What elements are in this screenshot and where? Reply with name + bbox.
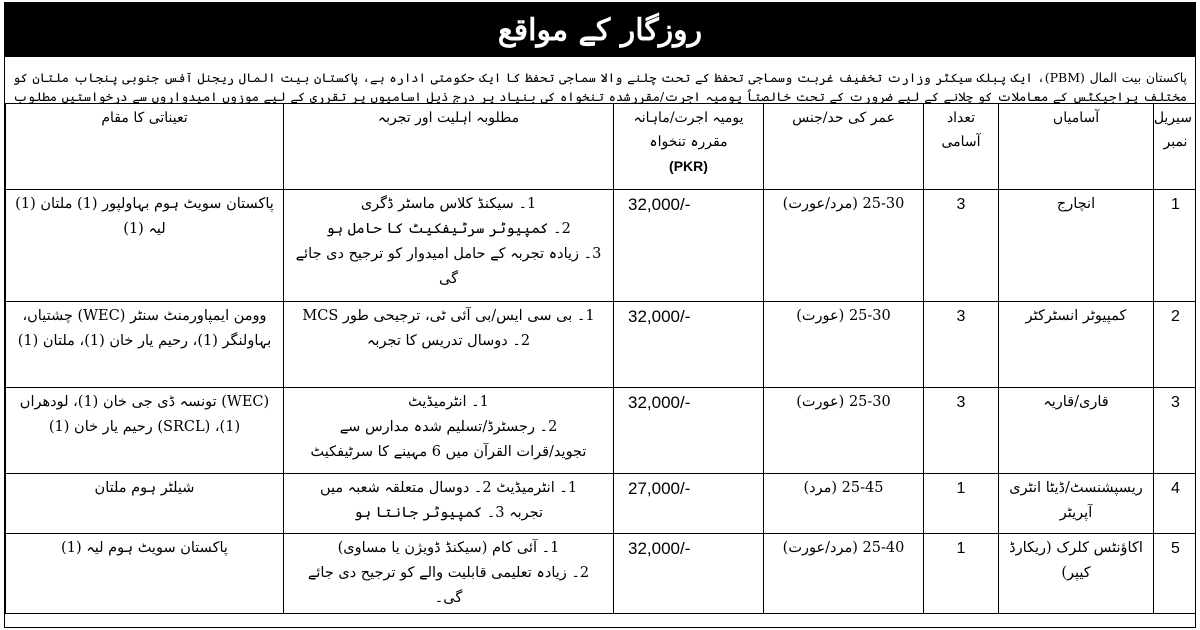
cell-qualification bbox=[284, 190, 614, 302]
cell-pay: 32,000/- bbox=[614, 534, 764, 614]
qualification-line: 1۔ سیکنڈ کلاس ماسٹر ڈگری bbox=[360, 196, 537, 212]
cell-pay: 32,000/- bbox=[614, 302, 764, 388]
cell-qualification bbox=[284, 534, 614, 614]
qualification-line: 1۔ بی سی ایس/بی آئی ٹی، ترجیحی طور MCS bbox=[302, 308, 595, 324]
cell-age: 25-30 (عورت) bbox=[764, 302, 924, 388]
cell-location: وومن ایمپاورمنٹ سنٹر (WEC) چشتیاں، بہاولنگر (1)، رحیم یار خان (1)، ملتان (1) bbox=[6, 302, 284, 388]
qualification-line: 2۔ کمپیوٹر سرٹیفکیٹ کا حامل ہو bbox=[326, 221, 571, 237]
header-age: عمر کی حد/جنس bbox=[764, 104, 924, 190]
cell-qualification bbox=[284, 302, 614, 388]
cell-serial: 5 bbox=[1154, 534, 1197, 614]
header-pay bbox=[614, 104, 764, 190]
cell-age: 25-30 (عورت) bbox=[764, 388, 924, 474]
qualification-line: 1۔ آئی کام (سیکنڈ ڈویژن یا مساوی) bbox=[337, 540, 560, 556]
qualification-line: 2۔ دوسال تدریس کا تجربہ bbox=[366, 333, 531, 349]
cell-post: کمپیوٹر انسٹرکٹر bbox=[999, 302, 1154, 388]
qualification-line: 2۔ زیادہ تعلیمی قابلیت والے کو ترجیح دی جائے bbox=[307, 565, 590, 581]
header-pay-line2: مقررہ تنخواہ bbox=[649, 134, 728, 150]
cell-location: پاکستان سویٹ ہوم بہاولپور (1) ملتان (1) لیہ (1) bbox=[6, 190, 284, 302]
cell-serial: 3 bbox=[1154, 388, 1197, 474]
qualification-line: 1۔ انٹرمیڈیٹ 2۔ دوسال متعلقہ شعبہ میں bbox=[319, 480, 578, 496]
cell-post: انچارج bbox=[999, 190, 1154, 302]
cell-age: 25-45 (مرد) bbox=[764, 474, 924, 534]
cell-pay: 27,000/- bbox=[614, 474, 764, 534]
header-count: تعداد آسامی bbox=[924, 104, 999, 190]
qualification-line: 2۔ رجسٹرڈ/تسلیم شدہ مدارس سے bbox=[339, 419, 558, 435]
banner-title: روزگار کے مواقع bbox=[5, 3, 1195, 57]
cell-count: 3 bbox=[924, 388, 999, 474]
jobs-table bbox=[5, 103, 1196, 614]
header-pay-line1: یومیہ اجرت/ماہانہ bbox=[633, 110, 744, 126]
qualification-line: تجوید/قرات القرآن میں 6 مہینے کا سرٹیفکیٹ bbox=[310, 444, 587, 460]
intro-paragraph: پاکستان بیت المال (PBM)، ایک پبلک سیکٹر وزارت تخفیف غربت وسماجی تحفظ کے تحت چلنے والا سماجی تحفظ کا ایک حکومتی ادارہ ہے، پاکستان بیت المال ریجنل آفس جنوبی پنجاب ملتان کو مختلف پراجیکٹس کے معاملات کو چلانے کے لیے ضرورت کے تحت خالصتاً یومیہ اجرت/مقررشدہ تنخواہ کی بنیاد پر درج ذیل اسامیوں پر تقرری کے لیے موزوں امیدواروں سے درخواستیں مطلوب bbox=[13, 70, 1188, 103]
cell-location: (WEC) تونسہ ڈی جی خان (1)، لودھراں (1)، (SRCL) رحیم یار خان (1) bbox=[6, 388, 284, 474]
cell-post: اکاؤنٹس کلرک (ریکارڈ کیپر) bbox=[999, 534, 1154, 614]
cell-age: 25-40 (مرد/عورت) bbox=[764, 534, 924, 614]
table-row bbox=[6, 534, 1197, 614]
qualification-line: گی۔ bbox=[434, 590, 463, 606]
cell-qualification bbox=[284, 474, 614, 534]
cell-location: پاکستان سویٹ ہوم لیہ (1) bbox=[6, 534, 284, 614]
cell-serial: 2 bbox=[1154, 302, 1197, 388]
header-location: تعیناتی کا مقام bbox=[6, 104, 284, 190]
cell-count: 3 bbox=[924, 302, 999, 388]
header-qualification: مطلوبہ اہلیت اور تجربہ bbox=[284, 104, 614, 190]
cell-serial: 4 bbox=[1154, 474, 1197, 534]
cell-post: قاری/قاریہ bbox=[999, 388, 1154, 474]
qualification-line: تجربہ 3۔ کمپیوٹر جانتا ہو bbox=[353, 505, 544, 521]
header-post: آسامیاں bbox=[999, 104, 1154, 190]
cell-count: 1 bbox=[924, 534, 999, 614]
cell-age: 25-30 (مرد/عورت) bbox=[764, 190, 924, 302]
cell-qualification bbox=[284, 388, 614, 474]
header-serial: سیریل نمبر bbox=[1154, 104, 1197, 190]
header-pay-unit: (PKR) bbox=[669, 158, 708, 174]
table-row bbox=[6, 388, 1197, 474]
cell-count: 1 bbox=[924, 474, 999, 534]
cell-pay: 32,000/- bbox=[614, 190, 764, 302]
cell-serial: 1 bbox=[1154, 190, 1197, 302]
advertisement bbox=[4, 2, 1196, 628]
qualification-line: 1۔ انٹرمیڈیٹ bbox=[408, 394, 489, 410]
cell-count: 3 bbox=[924, 190, 999, 302]
table-row bbox=[6, 302, 1197, 388]
table-row bbox=[6, 474, 1197, 534]
cell-pay: 32,000/- bbox=[614, 388, 764, 474]
table-header-row bbox=[6, 104, 1197, 190]
cell-post: ریسپشنسٹ/ڈیٹا انٹری آپریٹر bbox=[999, 474, 1154, 534]
cell-location: شیلٹر ہوم ملتان bbox=[6, 474, 284, 534]
table-row bbox=[6, 190, 1197, 302]
qualification-line: 3۔ زیادہ تجربہ کے حامل امیدوار کو ترجیح دی جائے گی bbox=[295, 246, 602, 287]
